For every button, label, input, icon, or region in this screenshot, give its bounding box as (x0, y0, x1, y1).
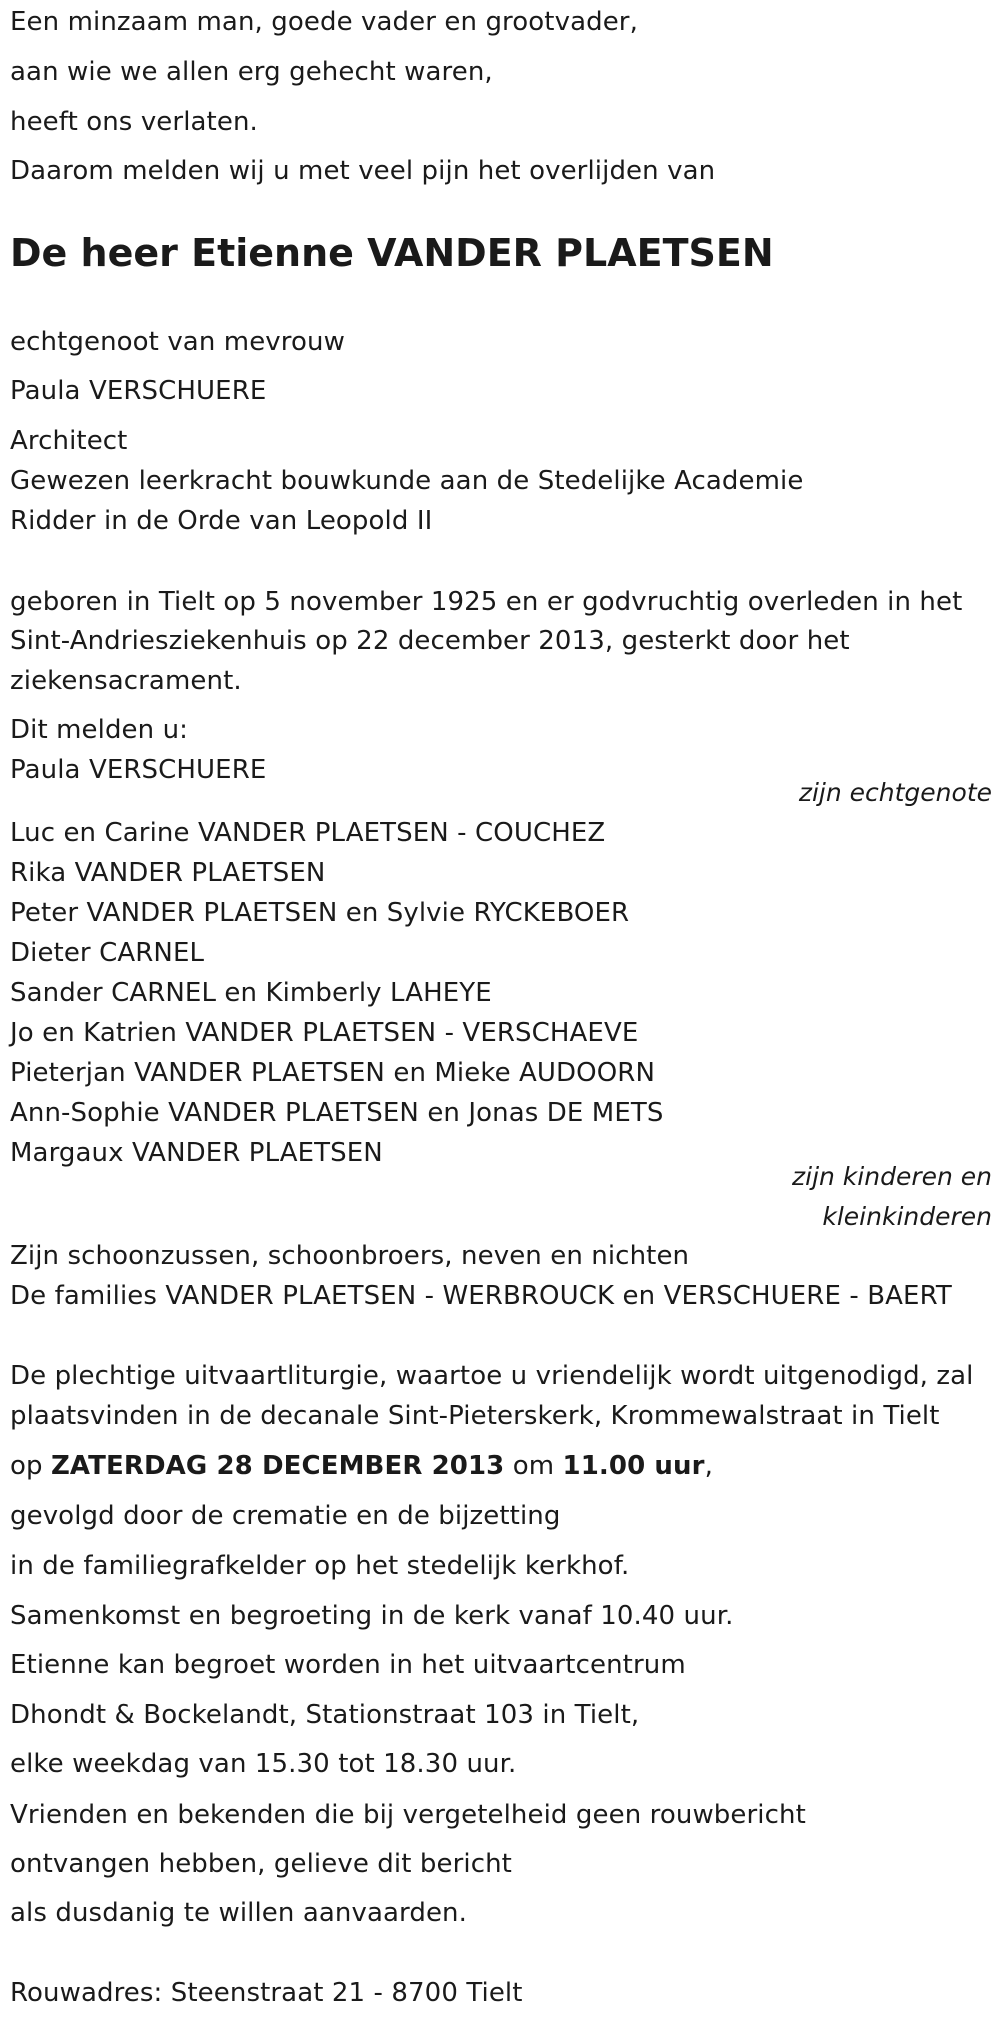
child-line: Rika VANDER PLAETSEN (10, 858, 326, 888)
intro-line: Een minzaam man, goede vader en grootvader, (10, 7, 638, 37)
child-line: Jo en Katrien VANDER PLAETSEN - VERSCHAEVE (10, 1018, 639, 1048)
funeral-detail: ontvangen hebben, gelieve dit bericht (10, 1849, 512, 1879)
date-prefix: op (10, 1451, 51, 1481)
funeral-detail: Dhondt & Bockelandt, Stationstraat 103 in Tielt, (10, 1700, 640, 1730)
intro-line: aan wie we allen erg gehecht waren, (10, 57, 493, 87)
funeral-line: plaatsvinden in de decanale Sint-Pieterskerk, Krommewalstraat in Tielt (10, 1401, 940, 1431)
funeral-detail: elke weekdag van 15.30 tot 18.30 uur. (10, 1749, 517, 1779)
child-line: Pieterjan VANDER PLAETSEN en Mieke AUDOORN (10, 1058, 656, 1088)
child-line: Margaux VANDER PLAETSEN (10, 1138, 383, 1168)
funeral-detail: in de familiegrafkelder op het stedelijk kerkhof. (10, 1551, 630, 1581)
funeral-detail: als dusdanig te willen aanvaarden. (10, 1898, 468, 1928)
family-line: De families VANDER PLAETSEN - WERBROUCK en VERSCHUERE - BAERT (10, 1281, 952, 1311)
birth-death-line: ziekensacrament. (10, 666, 242, 696)
funeral-date: ZATERDAG 28 DECEMBER 2013 (50, 1451, 505, 1481)
child-line: Sander CARNEL en Kimberly LAHEYE (10, 978, 492, 1008)
child-line: Luc en Carine VANDER PLAETSEN - COUCHEZ (10, 818, 606, 848)
children-role: kleinkinderen (822, 1202, 992, 1231)
title-line: Gewezen leerkracht bouwkunde aan de Stedelijke Academie (10, 466, 804, 496)
children-role: zijn kinderen en (792, 1162, 992, 1191)
deceased-name: De heer Etienne VANDER PLAETSEN (10, 231, 774, 275)
spouse-intro: echtgenoot van mevrouw (10, 327, 345, 357)
funeral-time: 11.00 uur (562, 1451, 705, 1481)
funeral-detail: Etienne kan begroet worden in het uitvaartcentrum (10, 1650, 686, 1680)
funeral-line: De plechtige uitvaartliturgie, waartoe u vriendelijk wordt uitgenodigd, zal (10, 1361, 974, 1391)
intro-line: heeft ons verlaten. (10, 107, 258, 137)
date-suffix: , (704, 1451, 713, 1481)
mourning-address: Rouwadres: Steenstraat 21 - 8700 Tielt (10, 1978, 523, 2008)
child-line: Dieter CARNEL (10, 938, 205, 968)
intro-line: Daarom melden wij u met veel pijn het overlijden van (10, 156, 716, 186)
child-line: Ann-Sophie VANDER PLAETSEN en Jonas DE METS (10, 1098, 664, 1128)
funeral-detail: gevolgd door de crematie en de bijzetting (10, 1501, 561, 1531)
funeral-detail: Vrienden en bekenden die bij vergetelheid geen rouwbericht (10, 1800, 806, 1830)
spouse-role: zijn echtgenote (798, 778, 992, 807)
date-mid: om (504, 1451, 563, 1481)
birth-death-line: Sint-Andriesziekenhuis op 22 december 2013, gesterkt door het (10, 626, 850, 656)
funeral-detail: Samenkomst en begroeting in de kerk vanaf 10.40 uur. (10, 1601, 734, 1631)
announcer-spouse: Paula VERSCHUERE (10, 755, 267, 785)
spouse-name: Paula VERSCHUERE (10, 376, 267, 406)
birth-death-line: geboren in Tielt op 5 november 1925 en er godvruchtig overleden in het (10, 587, 963, 617)
announcers-intro: Dit melden u: (10, 715, 189, 745)
child-line: Peter VANDER PLAETSEN en Sylvie RYCKEBOER (10, 898, 630, 928)
funeral-date-line (10, 1450, 713, 1482)
title-line: Ridder in de Orde van Leopold II (10, 506, 433, 536)
title-line: Architect (10, 426, 128, 456)
family-line: Zijn schoonzussen, schoonbroers, neven en nichten (10, 1241, 690, 1271)
